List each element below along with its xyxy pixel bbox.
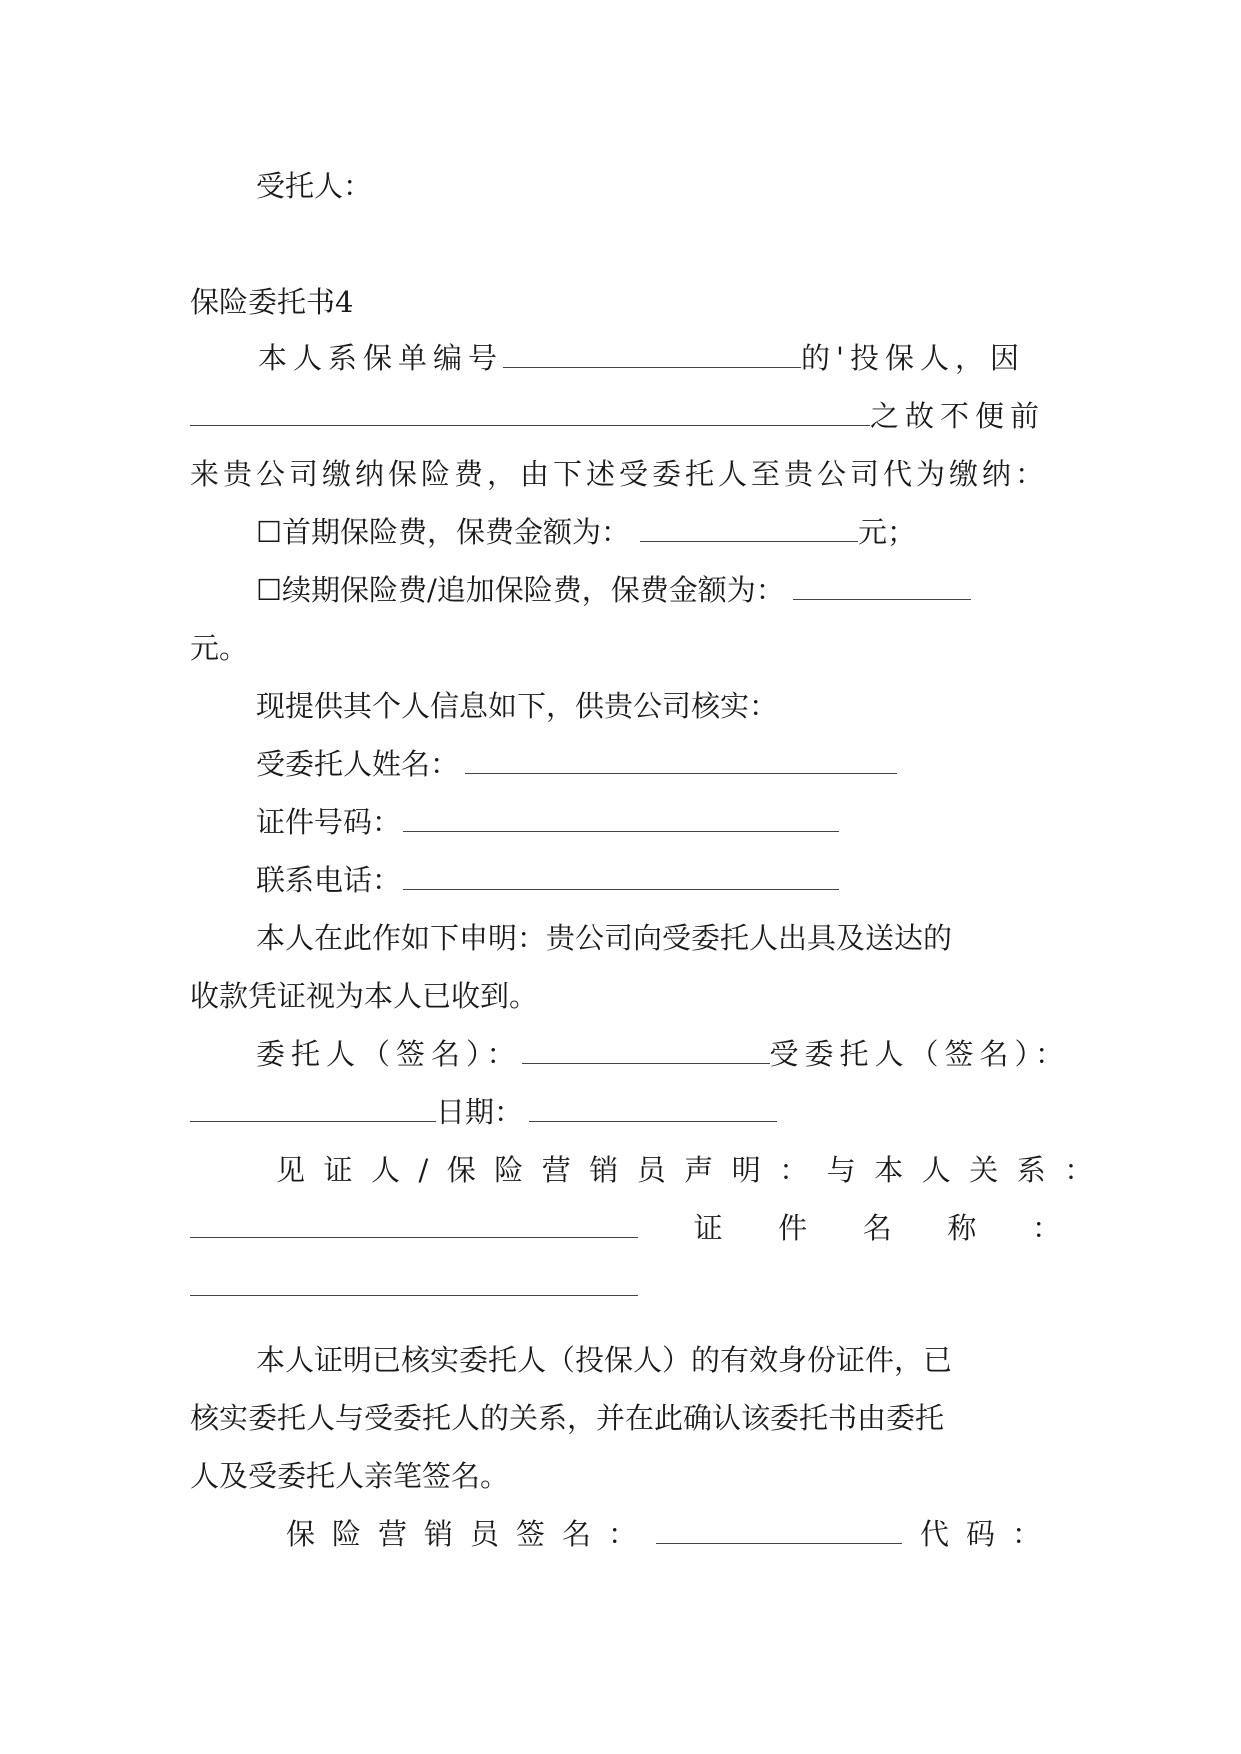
declaration-line-1: 本人在此作如下申明：贵公司向受委托人出具及送达的 <box>256 921 953 955</box>
policy-number-line: 本人系保单编号 的'投保人，因 <box>258 341 1025 375</box>
id-number-blank[interactable] <box>403 805 839 832</box>
declaration-line-2: 收款凭证视为本人已收到。 <box>190 979 539 1013</box>
principal-signature-blank[interactable] <box>522 1037 770 1064</box>
payment-intro-line: 来贵公司缴纳保险费，由下述受委托人至贵公司代为缴纳： <box>190 457 1049 491</box>
agent-signature-blank[interactable] <box>656 1517 902 1544</box>
certificate-name-blank[interactable] <box>190 1269 638 1296</box>
witness-declaration-line: 见证人/保险营销员声明：与本人关系： <box>276 1153 1112 1187</box>
renewal-premium-checkbox-label[interactable]: ☐续期保险费/追加保险费，保费金额为： <box>256 573 785 607</box>
verification-line-1: 本人证明已核实委托人（投保人）的有效身份证件，已 <box>256 1343 953 1377</box>
yuan-line: 元。 <box>190 631 249 665</box>
trustee-signature-blank[interactable] <box>190 1095 436 1122</box>
first-premium-line: ☐首期保险费，保费金额为： 元； <box>256 515 917 549</box>
id-number-line: 证件号码： <box>256 802 1061 842</box>
reason-blank[interactable] <box>190 399 870 426</box>
verification-line-3: 人及受委托人亲笔签名。 <box>190 1459 510 1493</box>
date-blank[interactable] <box>529 1095 777 1122</box>
first-premium-amount-blank[interactable] <box>640 515 858 542</box>
relationship-blank[interactable] <box>190 1211 638 1238</box>
trustee-label: 受托人： <box>256 169 373 203</box>
certificate-name-line: 证 件 名 称 ： <box>190 1208 1061 1248</box>
trustee-name-line: 受委托人姓名： <box>256 744 1061 784</box>
trustee-name-blank[interactable] <box>465 747 897 774</box>
first-premium-checkbox-label[interactable]: ☐首期保险费，保费金额为： <box>256 515 630 549</box>
date-line: 日期： <box>190 1092 1061 1132</box>
phone-line: 联系电话： <box>256 860 1061 900</box>
agent-signature-line: 保险营销员签名： 代码： <box>286 1517 1059 1551</box>
verification-line-2: 核实委托人与受委托人的关系，并在此确认该委托书由委托 <box>190 1401 945 1435</box>
document-title: 保险委托书4 <box>190 285 354 319</box>
certificate-name-blank-line <box>190 1266 1061 1306</box>
renewal-premium-line <box>256 570 1061 610</box>
reason-line: 之故不便前 <box>190 396 1061 436</box>
info-intro-line: 现提供其个人信息如下，供贵公司核实： <box>256 689 779 723</box>
policy-number-blank[interactable] <box>503 341 801 368</box>
phone-blank[interactable] <box>403 863 839 890</box>
signature-line: 委托人（签名）： 受委托人（签名）： <box>256 1037 1071 1071</box>
renewal-premium-amount-blank[interactable] <box>793 573 971 600</box>
